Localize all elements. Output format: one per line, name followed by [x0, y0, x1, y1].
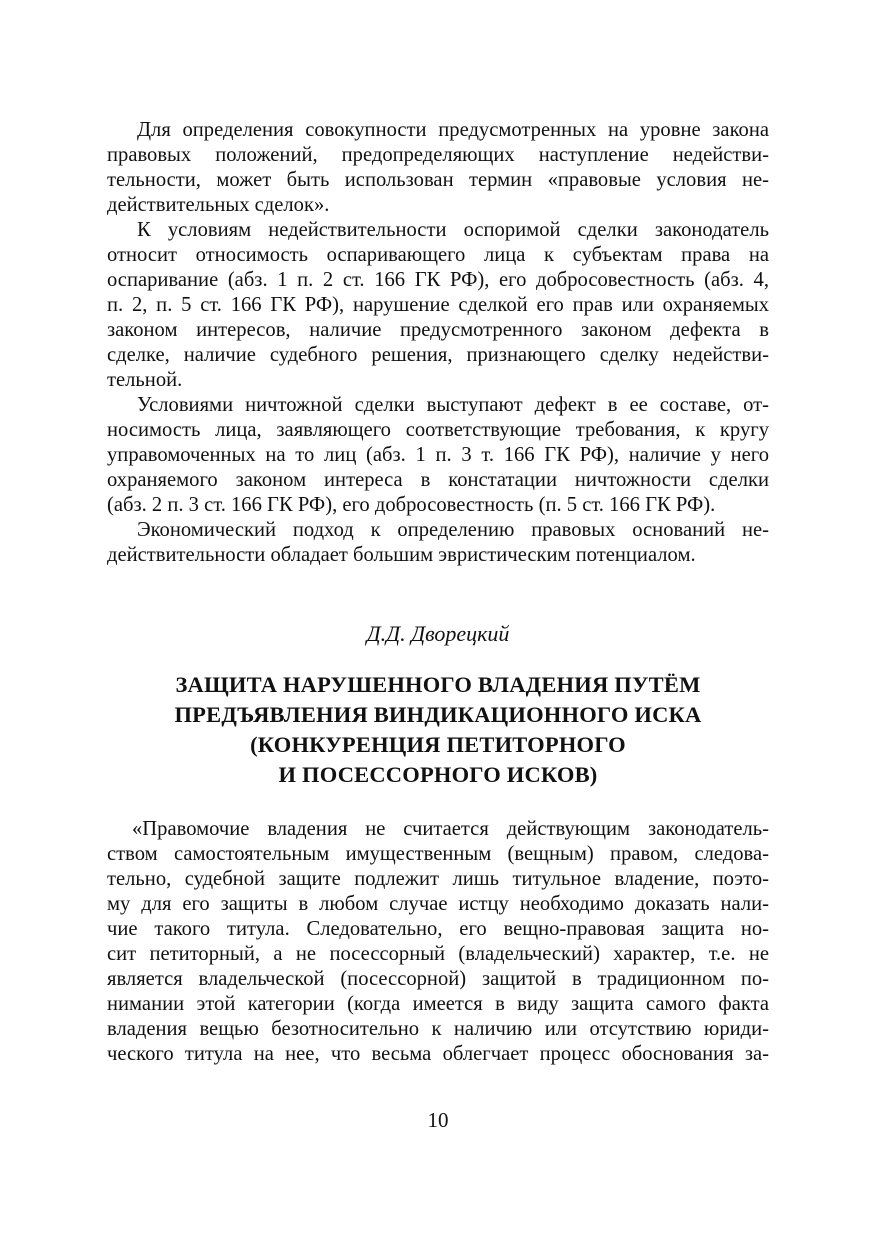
text-line: (абз. 2 п. 3 ст. 166 ГК РФ), его добросовестность (п. 5 ст. 166 ГК РФ). [107, 494, 716, 516]
text-line: действительности обладает большим эвристическим потенциалом. [107, 544, 696, 566]
text-line: ческого титула на нее, что весьма облегчает процесс обоснования за- [107, 1043, 769, 1065]
text-line: Для определения совокупности предусмотренных на уровне закона [137, 119, 769, 141]
text-line: относит относимость оспаривающего лица к субъектам права на [107, 244, 769, 266]
text-line: является владельческой (посессорной) защитой в традиционном по- [107, 968, 769, 990]
text-line: правовых положений, предопределяющих наступление недействи- [107, 144, 769, 166]
text-line: му для его защиты в любом случае истцу необходимо доказать нали- [107, 893, 769, 915]
text-line: Условиями ничтожной сделки выступают дефект в ее составе, от- [137, 394, 769, 416]
text-line: тельно, судебной защите подлежит лишь титульное владение, поэто- [107, 868, 769, 890]
text-line: тельной. [107, 369, 183, 391]
text-line: управомоченных на то лиц (абз. 1 п. 3 т. 166 ГК РФ), наличие у него [107, 444, 769, 466]
text-line: Экономический подход к определению правовых оснований не- [137, 519, 769, 541]
text-line: ством самостоятельным имущественным (вещным) правом, следова- [107, 843, 769, 865]
text-line: владения вещью безотносительно к наличию или отсутствию юриди- [107, 1018, 769, 1040]
text-line: нимании этой категории (когда имеется в виду защита самого факта [107, 993, 769, 1015]
text-line: чие такого титула. Следовательно, его вещно-правовая защита но- [107, 918, 769, 940]
text-line: тельности, может быть использован термин «правовые условия не- [107, 169, 769, 191]
text-line: сит петиторный, а не посессорный (владельческий) характер, т.е. не [107, 943, 769, 965]
text-line: сделке, наличие судебного решения, признающего сделку недействи- [107, 344, 769, 366]
text-line: п. 2, п. 5 ст. 166 ГК РФ), нарушение сделкой его прав или охраняемых [107, 294, 769, 316]
text-line: оспаривание (абз. 1 п. 2 ст. 166 ГК РФ), его добросовестность (абз. 4, [107, 269, 769, 291]
page-number: 10 [427, 1108, 449, 1132]
text-line: носимость лица, заявляющего соответствующие требования, к кругу [107, 419, 769, 441]
article-title-line: ЗАЩИТА НАРУШЕННОГО ВЛАДЕНИЯ ПУТЁМ [175, 672, 701, 697]
text-line: законом интересов, наличие предусмотренного законом дефекта в [107, 319, 769, 341]
text-line: К условиям недействительности оспоримой сделки законодатель [137, 219, 769, 241]
text-line: охраняемого законом интереса в констатации ничтожности сделки [107, 469, 769, 491]
article-title-line: И ПОСЕССОРНОГО ИСКОВ) [278, 762, 598, 787]
article-title-line: (КОНКУРЕНЦИЯ ПЕТИТОРНОГО [250, 732, 626, 757]
text-line: «Правомочие владения не считается действующим законодатель- [132, 818, 769, 840]
text-line: действительных сделок». [107, 194, 330, 216]
article-title-line: ПРЕДЪЯВЛЕНИЯ ВИНДИКАЦИОННОГО ИСКА [174, 702, 702, 727]
article-author: Д.Д. Дворецкий [366, 621, 510, 646]
